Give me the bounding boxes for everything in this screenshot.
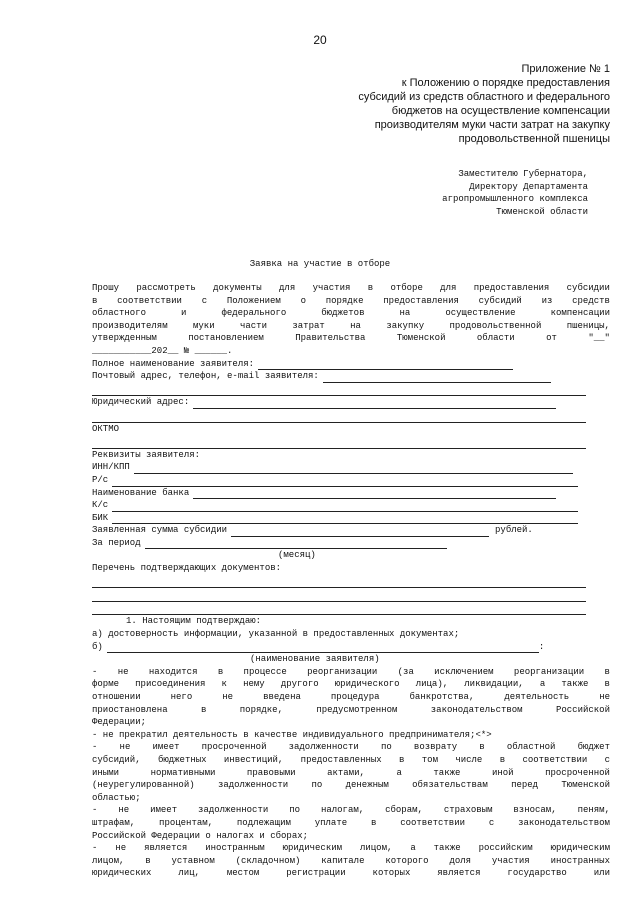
word: страховым (443, 805, 493, 816)
period-label: За период (92, 537, 141, 548)
bik-label: БИК (92, 512, 109, 523)
rs-input-line[interactable] (112, 477, 578, 487)
clause-line (92, 678, 610, 691)
word: доля (449, 855, 472, 866)
postal-field[interactable] (92, 370, 610, 383)
word: продовольственной (449, 320, 542, 331)
clause-last-line: - не прекратил деятельность в качестве индивидуального предпринимателя;<*> (92, 729, 492, 740)
page-number: 20 (313, 33, 327, 47)
request-line (92, 332, 610, 345)
word: просроченной (201, 742, 267, 753)
word: соответствии (117, 295, 182, 306)
request-line (92, 282, 610, 295)
clause-line (92, 666, 610, 679)
word: (складочном) (235, 855, 301, 866)
oktmo-label: ОКТМО (92, 423, 120, 434)
word: деятельность (504, 692, 570, 702)
word: денежным (345, 780, 389, 791)
confirm-b-prefix: б) (92, 641, 103, 652)
word: в (145, 855, 151, 866)
bank-input-line[interactable] (193, 489, 556, 499)
word: на (399, 308, 411, 319)
clause-line (92, 842, 610, 855)
word: средств (572, 295, 610, 306)
confirm-b-suffix: : (538, 641, 545, 652)
word: по (380, 742, 392, 753)
appendix-line: субсидий из средств областного и федерального (358, 91, 610, 103)
request-paragraph (92, 282, 610, 345)
appendix-line: продовольственной пшеницы (458, 133, 610, 145)
word: федерального (221, 308, 287, 319)
word: процедура (330, 692, 380, 702)
period-input-line[interactable] (145, 539, 447, 549)
clause-line (92, 767, 610, 780)
word: имеет (150, 805, 178, 816)
word: которых (372, 868, 411, 879)
inn-input-line[interactable] (134, 464, 573, 474)
clause-line (92, 855, 610, 868)
word: присоединения (135, 679, 206, 690)
ks-input-line[interactable] (112, 502, 578, 512)
word: в (604, 666, 610, 677)
word: задолженности (198, 805, 269, 816)
word: просроченной (545, 767, 610, 778)
request-last-line: ___________202__ № ______. (92, 345, 233, 356)
word: уставном (171, 855, 215, 866)
clause-last-line: Федерации; (92, 717, 147, 728)
word: порядке, (239, 704, 283, 715)
word: участия (491, 855, 530, 866)
word: местом (226, 868, 260, 879)
word: закупку (386, 320, 425, 331)
bik-input-line[interactable] (112, 514, 578, 524)
word: постановлением (188, 333, 264, 344)
word: которого (385, 855, 429, 866)
oktmo-field[interactable] (92, 423, 610, 436)
word: не (117, 666, 129, 677)
word: Положением (226, 295, 281, 306)
clause (92, 804, 610, 842)
word: том (421, 754, 438, 765)
clause-line (92, 817, 610, 830)
word: бюджет (577, 742, 610, 753)
word: законодательством (518, 817, 610, 828)
word: по (289, 805, 301, 816)
word: не (222, 692, 234, 702)
word: участия (312, 283, 351, 293)
word: к (221, 679, 227, 690)
amount-field[interactable] (92, 524, 610, 537)
word: отношении (92, 692, 141, 702)
word: юридическим (282, 843, 343, 854)
request-line (92, 295, 610, 308)
word: соответствии (400, 817, 466, 828)
clause-line (92, 779, 610, 792)
word: возврату (413, 742, 458, 753)
word: законодательством (430, 704, 523, 715)
word: Российской (555, 704, 610, 715)
docs-list-label: Перечень подтверждающих документов: (92, 563, 282, 574)
confirm-item-a: а) достоверность информации, указанной в предоставленных документах; (92, 629, 460, 640)
appendix-header (310, 62, 610, 146)
bik-field[interactable] (92, 512, 610, 525)
addressee-line: Директору Департамента (469, 181, 588, 192)
oktmo-input-line[interactable] (92, 435, 586, 449)
word: регистрации (286, 868, 346, 879)
word: пшеницы, (566, 320, 610, 331)
docs-line[interactable] (92, 588, 586, 602)
word: нему (243, 679, 265, 690)
word: также (433, 767, 461, 778)
word: - (92, 805, 98, 816)
full-name-label: Полное наименование заявителя: (92, 358, 255, 369)
word: - (92, 843, 98, 854)
word: подлежащим (236, 817, 291, 828)
word: имеет (152, 742, 180, 753)
word: от (546, 333, 557, 344)
docs-line[interactable] (92, 575, 586, 589)
word: - (92, 666, 98, 677)
word: предоставленных (300, 754, 382, 765)
word: лица), (415, 679, 449, 690)
addressee-line: Тюменской области (496, 206, 588, 217)
appendix-line: производителям муки части затрат на закупку (374, 119, 610, 131)
word: Тюменской (561, 780, 610, 791)
word: актами, (327, 767, 365, 778)
word: юридических (92, 868, 152, 879)
word: обязательствам (412, 780, 488, 791)
word: штрафам, (92, 817, 136, 828)
addressee-line: агропромышленного комплекса (442, 194, 588, 205)
word: по (311, 780, 323, 791)
confirm-item-b[interactable] (92, 641, 610, 654)
inn-label: ИНН/КПП (92, 462, 130, 473)
word: (неурегулированной) (92, 780, 195, 791)
word: части (239, 320, 267, 331)
word: для (440, 283, 457, 293)
word: субсидий (478, 295, 522, 306)
word: рассмотреть (136, 283, 196, 293)
word: реорганизации (513, 666, 585, 677)
word: утвержденным (92, 333, 157, 344)
word: иной (491, 767, 514, 778)
clause-line (92, 691, 610, 704)
word: российским (478, 843, 533, 854)
ks-label: К/с (92, 500, 109, 511)
word: на (350, 320, 361, 331)
word: иными (92, 767, 120, 778)
word: юридического (334, 679, 400, 690)
word: в (92, 295, 98, 306)
postal-label: Почтовый адрес, телефон, e-mail заявителя: (92, 371, 319, 382)
clause-line (92, 804, 610, 817)
clause-line (92, 754, 610, 767)
word: области (476, 333, 515, 344)
word: а (396, 767, 402, 778)
word: производителям (92, 320, 168, 331)
word: предоставления (383, 295, 459, 306)
word: пеням, (577, 805, 610, 816)
legal-address-label: Юридический адрес: (92, 397, 190, 408)
word: в (367, 283, 374, 293)
request-line (92, 320, 610, 333)
word: лицом, (92, 855, 125, 866)
word: Правительства (295, 333, 366, 344)
word: с (201, 295, 208, 306)
word: о (300, 295, 306, 306)
word: в (604, 679, 610, 690)
postal-input-line[interactable] (323, 373, 551, 383)
word: с (488, 817, 495, 828)
clause-line (92, 704, 610, 717)
word: другого (280, 679, 319, 690)
full-name-input-line[interactable] (258, 360, 513, 370)
postal-extra-line[interactable] (92, 383, 586, 397)
addressee-line: Заместителю Губернатора, (458, 169, 588, 179)
requisites-label: Реквизиты заявителя: (92, 449, 201, 460)
word: капитале (321, 855, 365, 866)
word: областной (506, 742, 556, 753)
word: взносам, (513, 805, 557, 816)
confirm-heading: 1. Настоящим подтверждаю: (126, 616, 262, 627)
bank-field[interactable] (92, 487, 610, 500)
word: областного (92, 308, 147, 319)
word: инвестиций, (223, 754, 284, 765)
word: - (92, 742, 98, 753)
clause-last-line: Российской Федерации о налогах и сборах; (92, 830, 309, 841)
word: задолженности (288, 742, 359, 753)
word: не (119, 742, 131, 753)
word: а (410, 843, 416, 854)
word: также (433, 843, 461, 854)
word: осуществление (445, 308, 516, 319)
clause-line (92, 867, 610, 880)
word: перед (511, 780, 539, 791)
word: с (604, 754, 610, 765)
word: компенсации (550, 308, 610, 319)
word: лицом, (359, 843, 393, 854)
word: находится (148, 666, 198, 677)
word: сборам, (385, 805, 423, 816)
word: числе (455, 754, 483, 765)
clause-line (92, 741, 610, 754)
word: для (279, 283, 296, 293)
word: не (118, 805, 130, 816)
word: юридическим (550, 843, 610, 854)
inn-field[interactable] (92, 461, 610, 474)
word: в (399, 754, 405, 765)
word: субсидий, (92, 754, 141, 765)
word: форме (92, 679, 120, 690)
appendix-line: к Положению о порядке предоставления (401, 77, 610, 89)
word: приостановлена (92, 704, 168, 715)
word: государство (507, 868, 567, 879)
rs-field[interactable] (92, 474, 610, 487)
word: не (599, 692, 610, 702)
word: в (201, 704, 207, 715)
ks-field[interactable] (92, 499, 610, 512)
addressee-block (442, 168, 588, 218)
word: ликвидации, (464, 679, 524, 690)
word: задолженности (217, 780, 289, 791)
word: порядке (325, 295, 364, 306)
form-body (92, 282, 610, 880)
word: документы (213, 283, 262, 293)
period-field[interactable] (92, 537, 610, 550)
word: в (217, 666, 224, 677)
word: является (144, 843, 188, 854)
word: бюджетных (157, 754, 207, 765)
word: муки (193, 320, 215, 331)
word: процентам, (159, 817, 214, 828)
word: из (541, 295, 553, 306)
amount-label: Заявленная сумма субсидии (92, 525, 228, 536)
amount-unit: рублей. (495, 525, 533, 536)
word: введена (263, 692, 301, 702)
word: иностранным (205, 843, 265, 854)
word: Тюменской (396, 333, 446, 344)
applicant-name-hint: (наименование заявителя) (250, 654, 380, 665)
word: или (593, 868, 610, 879)
word: "__" (588, 333, 610, 344)
word: бюджетов (321, 308, 365, 319)
bank-label: Наименование банка (92, 487, 190, 498)
rs-label: Р/с (92, 474, 109, 485)
word: отборе (390, 283, 423, 293)
word: налогам, (320, 805, 365, 816)
word: не (115, 843, 127, 854)
word: нормативными (150, 767, 216, 778)
legal-address-extra-line[interactable] (92, 409, 586, 423)
full-name-field[interactable] (92, 358, 610, 371)
document-title: Заявка на участие в отборе (249, 259, 391, 269)
word: соответствии (522, 754, 588, 765)
word: процессе (243, 666, 287, 677)
word: субсидии (566, 283, 610, 293)
word: предоставления (473, 283, 550, 293)
word: затрат (292, 320, 325, 331)
word: него (170, 692, 193, 702)
clause (92, 729, 610, 742)
word: предусмотренном (316, 704, 398, 715)
word: реорганизации (307, 666, 378, 677)
request-line (92, 307, 610, 320)
word: лиц, (178, 868, 200, 879)
amount-input-line[interactable] (231, 527, 489, 537)
appendix-line: Приложение № 1 (521, 63, 610, 75)
clause (92, 666, 610, 729)
applicant-name-input-line[interactable] (107, 643, 539, 653)
word: является (437, 868, 481, 879)
legal-address-input-line[interactable] (193, 399, 556, 409)
clauses-list (92, 666, 610, 880)
word: банкротства, (409, 692, 475, 702)
word: уплате (314, 817, 348, 828)
docs-line[interactable] (92, 602, 586, 616)
legal-address-field[interactable] (92, 396, 610, 409)
word: и (181, 308, 187, 319)
period-hint: (месяц) (278, 550, 316, 561)
word: в (499, 754, 506, 765)
word: также (561, 679, 589, 690)
appendix-line: бюджетов на осуществление компенсации (391, 105, 610, 117)
word: а (539, 679, 546, 690)
word: исключением (434, 666, 494, 677)
word: в (479, 742, 485, 753)
word: Прошу (92, 283, 120, 293)
clause (92, 741, 610, 804)
clause-last-line: областью; (92, 792, 141, 803)
clause (92, 842, 610, 880)
word: (за (397, 666, 414, 677)
word: в (370, 817, 377, 828)
word: правовыми (246, 767, 296, 778)
word: иностранных (550, 855, 610, 866)
